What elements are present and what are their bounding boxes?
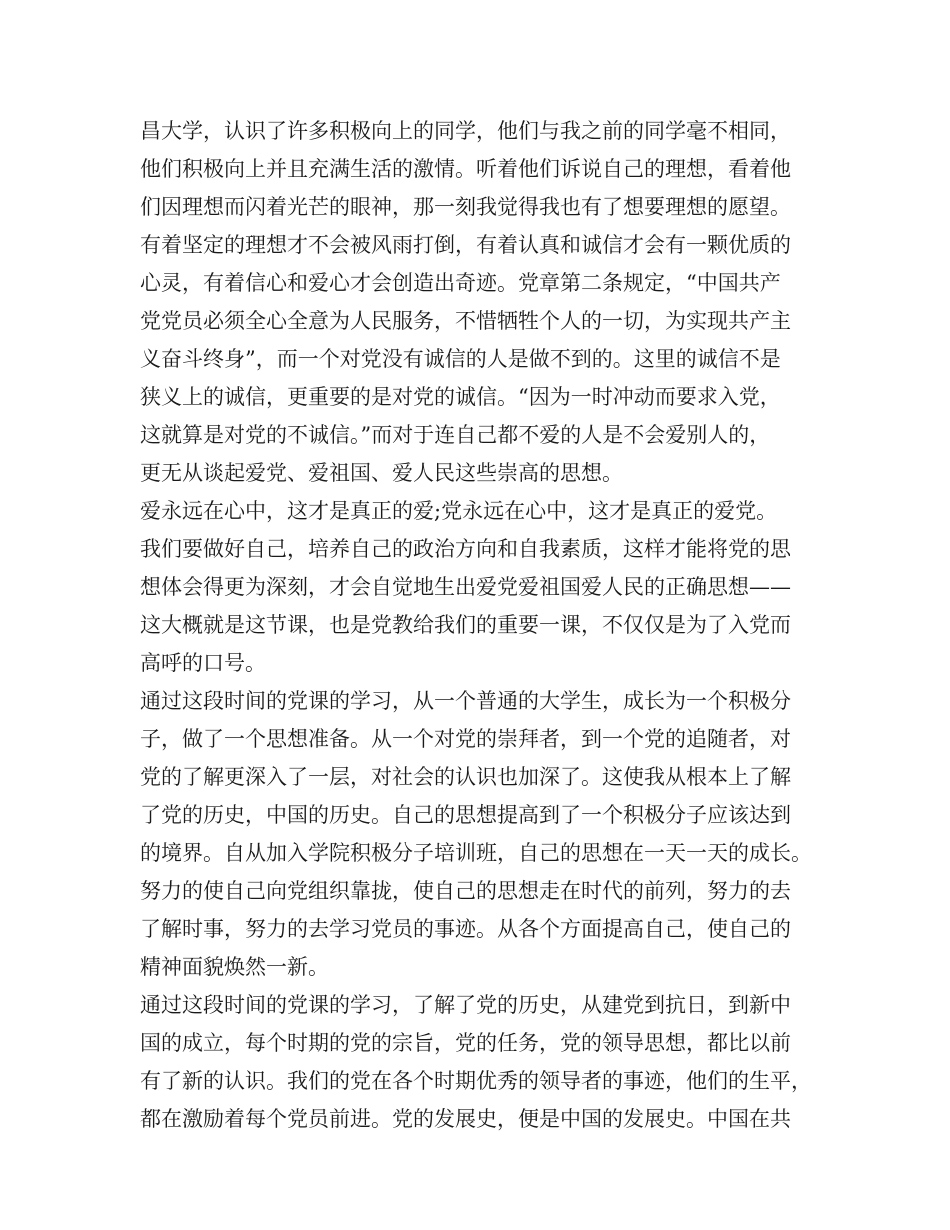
- text-line: 的境界。自从加入学院积极分子培训班，自己的思想在一天一天的成长。: [140, 841, 812, 865]
- text-line: 精神面貌焕然一新。: [140, 955, 329, 979]
- text-line: 狭义上的诚信，更重要的是对党的诚信。“因为一时冲动而要求入党，: [140, 385, 781, 409]
- text-line: 高呼的口号。: [140, 651, 266, 675]
- text-line: 通过这段时间的党课的学习，从一个普通的大学生，成长为一个积极分: [140, 689, 791, 713]
- text-line: 心灵，有着信心和爱心才会创造出奇迹。党章第二条规定，“中国共产: [140, 271, 781, 295]
- text-line: 想体会得更为深刻，才会自觉地生出爱党爱祖国爱人民的正确思想——: [140, 575, 791, 599]
- text-line: 努力的使自己向党组织靠拢，使自己的思想走在时代的前列，努力的去: [140, 879, 791, 903]
- text-line: 这就算是对党的不诚信。”而对于连自己都不爱的人是不会爱别人的，: [140, 423, 771, 447]
- text-line: 有着坚定的理想才不会被风雨打倒，有着认真和诚信才会有一颗优质的: [140, 233, 791, 257]
- text-line: 国的成立，每个时期的党的宗旨，党的任务，党的领导思想，都比以前: [140, 1031, 791, 1055]
- text-line: 通过这段时间的党课的学习，了解了党的历史，从建党到抗日，到新中: [140, 993, 791, 1017]
- text-line: 们因理想而闪着光芒的眼神，那一刻我觉得我也有了想要理想的愿望。: [140, 195, 791, 219]
- text-line: 有了新的认识。我们的党在各个时期优秀的领导者的事迹，他们的生平，: [140, 1069, 812, 1093]
- text-line: 他们积极向上并且充满生活的激情。听着他们诉说自己的理想，看着他: [140, 157, 791, 181]
- text-line: 党的了解更深入了一层，对社会的认识也加深了。这使我从根本上了解: [140, 765, 791, 789]
- text-line: 昌大学，认识了许多积极向上的同学，他们与我之前的同学毫不相同，: [140, 119, 791, 143]
- text-line: 爱永远在心中，这才是真正的爱;党永远在心中，这才是真正的爱党。: [140, 499, 778, 523]
- text-line: 都在激励着每个党员前进。党的发展史，便是中国的发展史。中国在共: [140, 1107, 791, 1131]
- text-line: 了党的历史，中国的历史。自己的思想提高到了一个积极分子应该达到: [140, 803, 791, 827]
- text-line: 更无从谈起爱党、爱祖国、爱人民这些崇高的思想。: [140, 461, 623, 485]
- text-line: 这大概就是这节课，也是党教给我们的重要一课，不仅仅是为了入党而: [140, 613, 791, 637]
- body-text: [140, 112, 830, 1138]
- text-line: 我们要做好自己，培养自己的政治方向和自我素质，这样才能将党的思: [140, 537, 791, 561]
- text-line: 义奋斗终身”，而一个对党没有诚信的人是做不到的。这里的诚信不是: [140, 347, 781, 371]
- text-line: 子，做了一个思想准备。从一个对党的崇拜者，到一个党的追随者，对: [140, 727, 791, 751]
- text-line: 党党员必须全心全意为人民服务，不惜牺牲个人的一切，为实现共产主: [140, 309, 791, 333]
- text-line: 了解时事，努力的去学习党员的事迹。从各个方面提高自己，使自己的: [140, 917, 791, 941]
